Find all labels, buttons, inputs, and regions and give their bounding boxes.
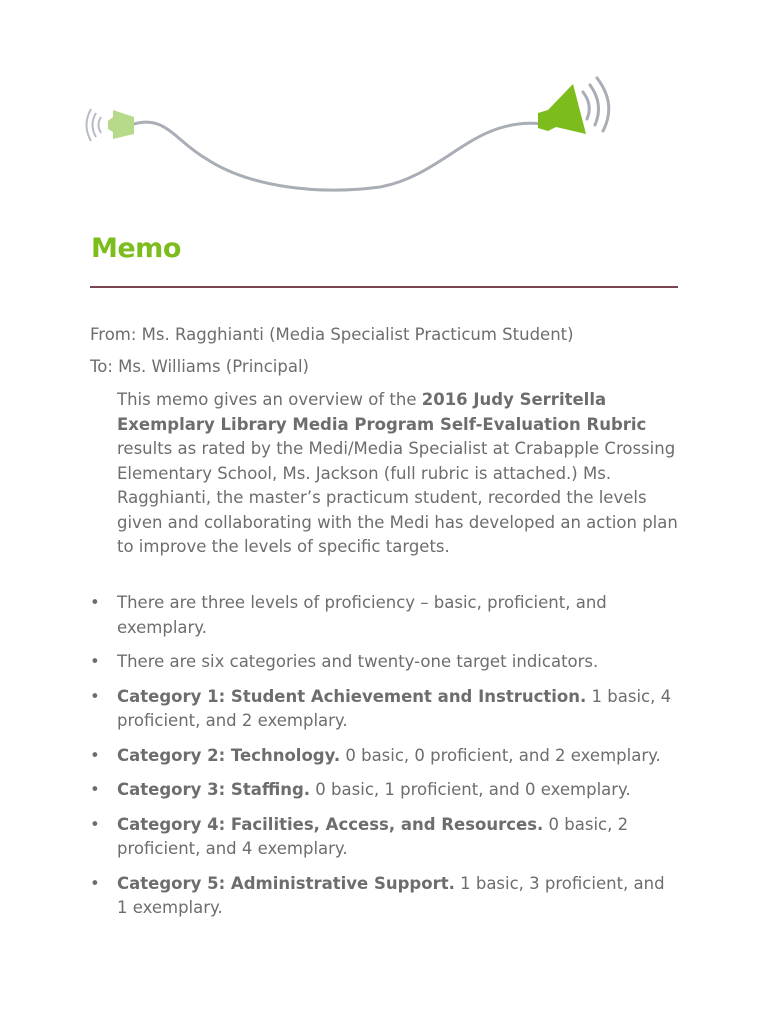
bullet-marker: • [90,593,100,612]
list-item-text: 0 basic, 2 proficient, and 4 exemplary. [117,814,629,858]
to-line: To: Ms. Williams (Principal) [90,357,309,376]
list-item-text: 0 basic, 1 proficient, and 0 exemplary. [310,780,631,799]
cord-line [134,122,545,190]
bullet-marker: • [90,780,100,799]
list-item [90,650,680,675]
list-item-text: There are three levels of proficiency – basic, proficient, and exemplary. [117,593,607,637]
intro-paragraph [117,388,687,560]
summary-list [90,591,680,931]
bullet-marker: • [90,745,100,765]
list-item-bold: Category 2: Technology. [117,745,341,765]
list-item [90,872,680,921]
intro-text-after: results as rated by the Medi/Media Specialist at Crabapple Crossing Elementary School, Ms. Jackson (full rubric is attached.) Ms. Ragghianti, the master’s practicum student, recorded the levels given and collaborating with the Medi has developed an action plan to improve the levels of specific targets. [117,439,678,556]
bullet-marker: • [90,873,100,893]
small-speaker-icon [87,109,135,141]
list-item [90,685,680,734]
list-item [90,813,680,862]
from-line: From: Ms. Ragghianti (Media Specialist Practicum Student) [90,325,574,344]
list-item-text: 0 basic, 0 proficient, and 2 exemplary. [340,745,661,765]
large-speaker-icon [538,78,609,134]
bullet-marker: • [90,652,100,671]
list-item-text: 1 basic, 3 proficient, and 1 exemplary. [117,873,665,917]
list-item-bold: Category 1: Student Achievement and Instruction. [117,686,587,706]
intro-bold-title: 2016 Judy Serritella Exemplary Library Media Program Self-Evaluation Rubric [117,390,647,434]
list-item [90,744,680,769]
title-divider [90,286,678,288]
header-illustration [0,0,768,220]
memo-title: Memo [91,233,181,264]
list-item-text: 1 basic, 4 proficient, and 2 exemplary. [117,686,672,730]
list-item-bold: Category 3: Staffing. [117,780,311,799]
list-item-bold: Category 5: Administrative Support. [117,873,455,893]
list-item [90,591,680,640]
bullet-marker: • [90,814,100,834]
intro-text-before: This memo gives an overview of the [117,390,422,409]
bullet-marker: • [90,686,100,706]
list-item-bold: Category 4: Facilities, Access, and Resources. [117,814,544,834]
list-item-text: There are six categories and twenty-one target indicators. [117,652,599,671]
list-item [90,778,680,803]
